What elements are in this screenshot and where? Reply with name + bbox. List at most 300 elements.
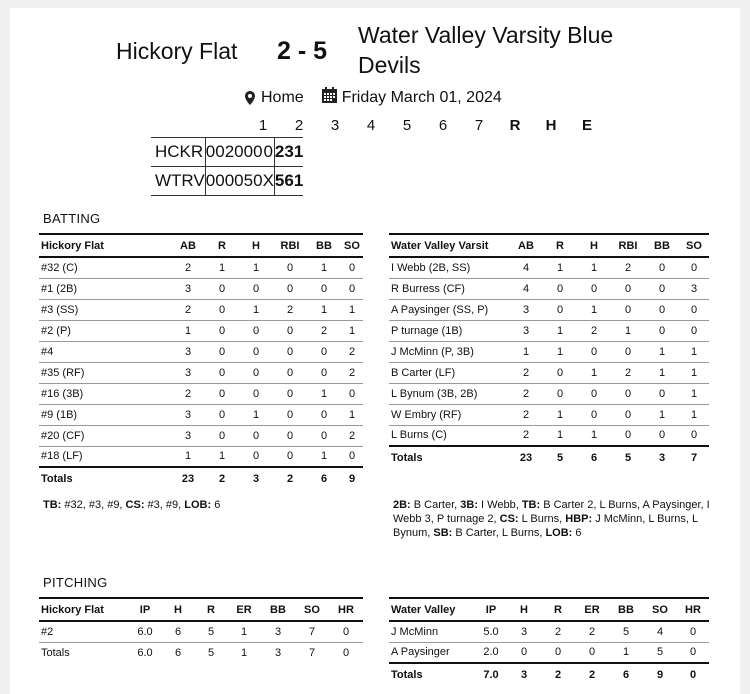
inning-header: 3 <box>330 117 340 134</box>
stat-cell: 0 <box>541 642 575 663</box>
table-header-row <box>389 234 709 257</box>
stat-cell: 2 <box>273 299 307 320</box>
stat-cell: 0 <box>307 278 341 299</box>
stat-cell: 0 <box>645 278 679 299</box>
inning-header: 4 <box>366 117 376 134</box>
note-label: TB: <box>43 499 62 511</box>
team-column-header: Water Valley Varsit <box>389 234 509 257</box>
stat-cell: 0 <box>577 278 611 299</box>
stat-cell: 2 <box>541 621 575 642</box>
stat-cell: 1 <box>341 320 363 341</box>
stat-cell: 1 <box>679 341 709 362</box>
pitching-section-title: PITCHING <box>43 575 108 590</box>
player-row <box>389 404 709 425</box>
stat-cell: 0 <box>205 404 239 425</box>
stat-cell: 1 <box>577 257 611 278</box>
errors-header: E <box>581 117 592 134</box>
stat-cell: 2.0 <box>475 642 507 663</box>
stat-column-header: HR <box>329 598 363 621</box>
note-text: I Webb, <box>478 499 522 511</box>
stat-cell: 0 <box>341 257 363 278</box>
stat-cell: 0 <box>329 621 363 642</box>
inning-header: 6 <box>438 117 448 134</box>
totals-label: Totals <box>41 646 70 659</box>
stat-column-header: BB <box>645 234 679 257</box>
inning-score: 2 <box>225 138 234 167</box>
stat-cell: 0 <box>273 383 307 404</box>
stat-column-header: AB <box>509 234 543 257</box>
stat-cell: 0 <box>239 362 273 383</box>
stat-cell: 5 <box>609 621 643 642</box>
inning-header: 2 <box>294 117 304 134</box>
stat-cell: 0 <box>307 404 341 425</box>
stat-cell: 0 <box>307 425 341 446</box>
stat-cell: 0 <box>543 383 577 404</box>
stat-cell: 0 <box>239 341 273 362</box>
away-batting-notes <box>43 498 363 512</box>
player-row <box>39 341 363 362</box>
window-right-edge <box>740 0 750 694</box>
stat-cell: 3 <box>507 621 541 642</box>
total-cell: 23 <box>509 446 543 468</box>
total-cell: 9 <box>643 663 677 685</box>
stat-cell: 0 <box>611 383 645 404</box>
stat-cell: 0 <box>307 362 341 383</box>
stat-cell: 0 <box>205 383 239 404</box>
stat-cell: 0 <box>679 425 709 446</box>
stat-cell: 1 <box>239 257 273 278</box>
inning-score: 0 <box>215 167 224 196</box>
player-name: I Webb (2B, SS) <box>389 257 509 278</box>
stat-cell: 0 <box>611 425 645 446</box>
stat-cell: 0 <box>239 278 273 299</box>
stat-cell: 0 <box>611 278 645 299</box>
note-text: B Carter, <box>410 499 461 511</box>
away-pitching-table <box>39 597 363 663</box>
note-text: J McMinn, L Burns, L Bynum, <box>393 513 698 539</box>
stat-cell: 2 <box>307 320 341 341</box>
total-cell: 7 <box>308 646 316 659</box>
inning-header: 5 <box>402 117 412 134</box>
stat-cell: 1 <box>609 642 643 663</box>
total-cell: 7 <box>679 446 709 468</box>
stat-cell: 1 <box>611 320 645 341</box>
stat-cell: 0 <box>273 341 307 362</box>
stat-column-header: BB <box>261 598 295 621</box>
total-cell: 6 <box>577 446 611 468</box>
stat-cell: 0 <box>611 341 645 362</box>
player-row <box>39 257 363 278</box>
stat-cell: 0 <box>507 642 541 663</box>
stat-cell: 0 <box>679 257 709 278</box>
total-cell: 6 <box>307 467 341 489</box>
stat-cell: 1 <box>509 341 543 362</box>
stat-cell: 1 <box>543 425 577 446</box>
player-name: #9 (1B) <box>39 404 171 425</box>
total-cell: 0 <box>342 646 350 659</box>
stat-cell: 0 <box>645 320 679 341</box>
stat-cell: 3 <box>509 299 543 320</box>
stat-cell: 0 <box>205 425 239 446</box>
stat-cell: 0 <box>611 404 645 425</box>
player-name: A Paysinger (SS, P) <box>389 299 509 320</box>
hits-total: 3 <box>284 138 293 167</box>
stat-column-header: H <box>239 234 273 257</box>
player-name: #2 (P) <box>39 320 171 341</box>
stat-cell: 1 <box>543 257 577 278</box>
total-cell: 6 <box>174 646 182 659</box>
totals-row <box>389 663 709 685</box>
note-label: CS: <box>125 499 145 511</box>
stat-cell: 2 <box>509 425 543 446</box>
inning-score: 0 <box>205 138 215 167</box>
stat-cell: 0 <box>677 621 709 642</box>
player-row <box>389 320 709 341</box>
stat-cell: 0 <box>273 278 307 299</box>
total-cell: 0 <box>677 663 709 685</box>
totals-label: Totals <box>39 467 171 489</box>
stat-cell: 0 <box>341 383 363 404</box>
stat-cell: 4 <box>643 621 677 642</box>
player-row <box>389 341 709 362</box>
stat-column-header: R <box>543 234 577 257</box>
inning-score: 0 <box>253 138 262 167</box>
player-name: L Burns (C) <box>389 425 509 446</box>
stat-cell: 1 <box>577 299 611 320</box>
player-row <box>39 383 363 404</box>
stat-cell: 0 <box>239 446 273 467</box>
stat-column-header: HR <box>677 598 709 621</box>
stat-cell: 1 <box>577 362 611 383</box>
stat-cell: 1 <box>341 299 363 320</box>
stat-cell: 0 <box>239 320 273 341</box>
team-column-header: Hickory Flat <box>39 234 171 257</box>
player-row <box>389 425 709 446</box>
total-cell: 3 <box>645 446 679 468</box>
player-row <box>389 621 709 642</box>
stat-cell: 0 <box>273 425 307 446</box>
total-cell: 2 <box>273 467 307 489</box>
stat-cell: 0 <box>239 383 273 404</box>
stat-column-header: BB <box>609 598 643 621</box>
hits-header: H <box>545 117 557 134</box>
note-label: HBP: <box>565 513 593 525</box>
note-text: #32, #3, #9, <box>61 499 126 511</box>
player-row <box>39 446 363 467</box>
linescore-team: HCKR <box>151 138 205 167</box>
stat-cell: 1 <box>227 621 261 642</box>
stat-cell: 2 <box>171 257 205 278</box>
stat-column-header: R <box>195 598 227 621</box>
stat-cell: 0 <box>307 341 341 362</box>
linescore-row-away <box>151 138 303 167</box>
stat-column-header: H <box>161 598 195 621</box>
stat-cell: 1 <box>239 299 273 320</box>
stat-cell: 1 <box>307 446 341 467</box>
stat-cell: 0 <box>205 299 239 320</box>
stat-column-header: BB <box>307 234 341 257</box>
runs-total: 2 <box>274 138 284 167</box>
stat-cell: 1 <box>679 404 709 425</box>
total-cell: 1 <box>240 646 248 659</box>
stat-cell: 6 <box>161 621 195 642</box>
stat-cell: 1 <box>307 299 341 320</box>
total-cell: 3 <box>239 467 273 489</box>
inning-score: 0 <box>234 167 243 196</box>
player-name: W Embry (RF) <box>389 404 509 425</box>
note-label: CS: <box>499 513 519 525</box>
stat-column-header: AB <box>171 234 205 257</box>
away-team-name: Hickory Flat <box>116 38 238 64</box>
note-text: B Carter 2, L Burns, A Paysinger, I Webb 3, P turnage 2, <box>393 499 710 525</box>
totals-label: Totals <box>389 446 509 468</box>
player-name: #35 (RF) <box>39 362 171 383</box>
total-cell: 5 <box>543 446 577 468</box>
stat-cell: 1 <box>679 362 709 383</box>
stat-cell: 1 <box>307 383 341 404</box>
stat-cell: 0 <box>205 362 239 383</box>
total-cell: 9 <box>341 467 363 489</box>
stat-column-header: ER <box>227 598 261 621</box>
stat-column-header: IP <box>129 598 161 621</box>
total-cell: 3 <box>507 663 541 685</box>
stat-cell: 0 <box>577 383 611 404</box>
stat-cell: 0 <box>645 383 679 404</box>
stat-cell: 2 <box>509 383 543 404</box>
stat-cell: 1 <box>645 404 679 425</box>
player-row <box>39 425 363 446</box>
player-row <box>39 362 363 383</box>
total-cell: 2 <box>575 663 609 685</box>
stat-cell: 0 <box>341 278 363 299</box>
total-cell: 7.0 <box>475 663 507 685</box>
player-row <box>389 642 709 663</box>
player-name: #4 <box>39 341 171 362</box>
hits-total: 6 <box>284 167 293 196</box>
inning-score: 5 <box>244 167 253 196</box>
inning-header: 7 <box>474 117 484 134</box>
game-location: Home <box>261 88 304 106</box>
player-name: #2 <box>39 621 129 642</box>
player-row <box>389 299 709 320</box>
stat-cell: 2 <box>611 362 645 383</box>
note-label: SB: <box>433 527 453 539</box>
stat-cell: 1 <box>543 404 577 425</box>
stat-cell: 1 <box>171 446 205 467</box>
stat-cell: 4 <box>509 278 543 299</box>
player-row <box>389 257 709 278</box>
stat-cell: 0 <box>543 362 577 383</box>
stat-cell: 2 <box>341 362 363 383</box>
note-text: L Burns, <box>518 513 566 525</box>
player-name: A Paysinger <box>389 642 475 663</box>
runs-total: 5 <box>274 167 284 196</box>
player-name: P turnage (1B) <box>389 320 509 341</box>
away-batting-table <box>39 233 363 489</box>
home-batting-notes <box>393 498 713 540</box>
totals-label: Totals <box>389 663 475 685</box>
player-name: R Burress (CF) <box>389 278 509 299</box>
note-label: LOB: <box>545 527 573 539</box>
game-meta <box>245 87 502 108</box>
stat-cell: 0 <box>611 299 645 320</box>
stat-cell: 0 <box>645 425 679 446</box>
stat-cell: 1 <box>341 404 363 425</box>
stat-cell: 0 <box>205 341 239 362</box>
stat-cell: 0 <box>679 320 709 341</box>
stat-cell: 0 <box>273 362 307 383</box>
player-row <box>389 278 709 299</box>
linescore-team: WTRV <box>151 167 205 196</box>
inning-score: 0 <box>234 138 243 167</box>
note-text: B Carter, L Burns, <box>452 527 546 539</box>
window-top-edge <box>0 0 750 8</box>
home-pitching-table <box>389 597 709 685</box>
inning-score: 0 <box>205 167 215 196</box>
stat-cell: 5 <box>195 621 227 642</box>
player-row <box>39 404 363 425</box>
stat-cell: 3 <box>261 621 295 642</box>
stat-cell: 3 <box>171 425 205 446</box>
stat-cell: 3 <box>171 404 205 425</box>
stat-cell: 3 <box>679 278 709 299</box>
player-name: J McMinn (P, 3B) <box>389 341 509 362</box>
home-team-name: Water Valley Varsity Blue Devils <box>358 22 614 78</box>
inning-score: 0 <box>215 138 224 167</box>
total-cell: 23 <box>171 467 205 489</box>
stat-cell: 0 <box>273 446 307 467</box>
player-row <box>389 362 709 383</box>
note-text: #3, #9, <box>144 499 185 511</box>
note-text: 6 <box>572 527 582 539</box>
team-column-header: Water Valley <box>389 598 475 621</box>
final-score: 2 - 5 <box>277 37 328 65</box>
player-row <box>39 278 363 299</box>
stat-cell: 0 <box>645 299 679 320</box>
stat-cell: 2 <box>611 257 645 278</box>
stat-cell: 6.0 <box>129 621 161 642</box>
total-cell: 6.0 <box>137 646 153 659</box>
stat-cell: 3 <box>171 341 205 362</box>
stat-column-header: ER <box>575 598 609 621</box>
stat-column-header: SO <box>341 234 363 257</box>
player-row <box>39 320 363 341</box>
stat-cell: 7 <box>295 621 329 642</box>
table-header-row <box>39 234 363 257</box>
total-cell: 3 <box>274 646 282 659</box>
stat-cell: 1 <box>543 341 577 362</box>
total-cell: 2 <box>205 467 239 489</box>
errors-total: 1 <box>294 138 303 167</box>
stat-column-header: IP <box>475 598 507 621</box>
stat-column-header: SO <box>643 598 677 621</box>
totals-row <box>39 642 363 663</box>
total-cell: 6 <box>609 663 643 685</box>
totals-row <box>39 467 363 489</box>
stat-cell: 3 <box>171 362 205 383</box>
stat-column-header: H <box>577 234 611 257</box>
player-row <box>389 383 709 404</box>
player-row <box>39 299 363 320</box>
note-text: 6 <box>211 499 221 511</box>
player-name: J McMinn <box>389 621 475 642</box>
stat-cell: 4 <box>509 257 543 278</box>
player-row <box>39 621 363 642</box>
inning-header: 1 <box>258 117 268 134</box>
stat-column-header: R <box>541 598 575 621</box>
stat-cell: 1 <box>239 404 273 425</box>
calendar-icon <box>322 87 337 108</box>
stat-cell: 2 <box>341 425 363 446</box>
stat-cell: 1 <box>645 362 679 383</box>
linescore-row-home <box>151 167 303 196</box>
player-name: #3 (SS) <box>39 299 171 320</box>
stat-cell: 1 <box>543 320 577 341</box>
stat-cell: 2 <box>509 404 543 425</box>
stat-cell: 0 <box>577 341 611 362</box>
stat-cell: 2 <box>575 621 609 642</box>
stat-cell: 0 <box>273 404 307 425</box>
stat-column-header: SO <box>679 234 709 257</box>
table-header-row <box>39 598 363 621</box>
stat-cell: 2 <box>577 320 611 341</box>
stat-cell: 3 <box>171 278 205 299</box>
inning-score: 0 <box>244 138 253 167</box>
stat-column-header: R <box>205 234 239 257</box>
stat-cell: 2 <box>341 341 363 362</box>
totals-row <box>389 446 709 468</box>
stat-column-header: RBI <box>611 234 645 257</box>
total-cell: 5 <box>611 446 645 468</box>
stat-cell: 0 <box>679 299 709 320</box>
stat-cell: 1 <box>205 446 239 467</box>
stat-cell: 1 <box>307 257 341 278</box>
location-pin-icon <box>245 91 255 105</box>
player-name: #32 (C) <box>39 257 171 278</box>
stat-cell: 1 <box>577 425 611 446</box>
batting-section-title: BATTING <box>43 211 101 226</box>
inning-score: 0 <box>253 167 262 196</box>
stat-cell: 1 <box>171 320 205 341</box>
inning-score: X <box>263 167 275 196</box>
runs-header: R <box>509 117 521 134</box>
stat-cell: 0 <box>543 299 577 320</box>
stat-cell: 0 <box>575 642 609 663</box>
player-name: #20 (CF) <box>39 425 171 446</box>
stat-cell: 0 <box>205 320 239 341</box>
table-header-row <box>389 598 709 621</box>
stat-cell: 0 <box>239 425 273 446</box>
total-cell: 5 <box>207 646 215 659</box>
stat-cell: 1 <box>679 383 709 404</box>
stat-cell: 0 <box>577 404 611 425</box>
note-label: TB: <box>521 499 541 511</box>
stat-cell: 0 <box>205 278 239 299</box>
team-column-header: Hickory Flat <box>39 598 129 621</box>
home-batting-table <box>389 233 709 468</box>
stat-cell: 0 <box>273 257 307 278</box>
stat-cell: 0 <box>341 446 363 467</box>
stat-cell: 0 <box>645 257 679 278</box>
player-name: #1 (2B) <box>39 278 171 299</box>
stat-column-header: RBI <box>273 234 307 257</box>
stat-cell: 0 <box>543 278 577 299</box>
inning-score: 0 <box>225 167 234 196</box>
player-name: #18 (LF) <box>39 446 171 467</box>
errors-total: 1 <box>294 167 303 196</box>
stat-cell: 2 <box>171 383 205 404</box>
note-label: LOB: <box>184 499 212 511</box>
